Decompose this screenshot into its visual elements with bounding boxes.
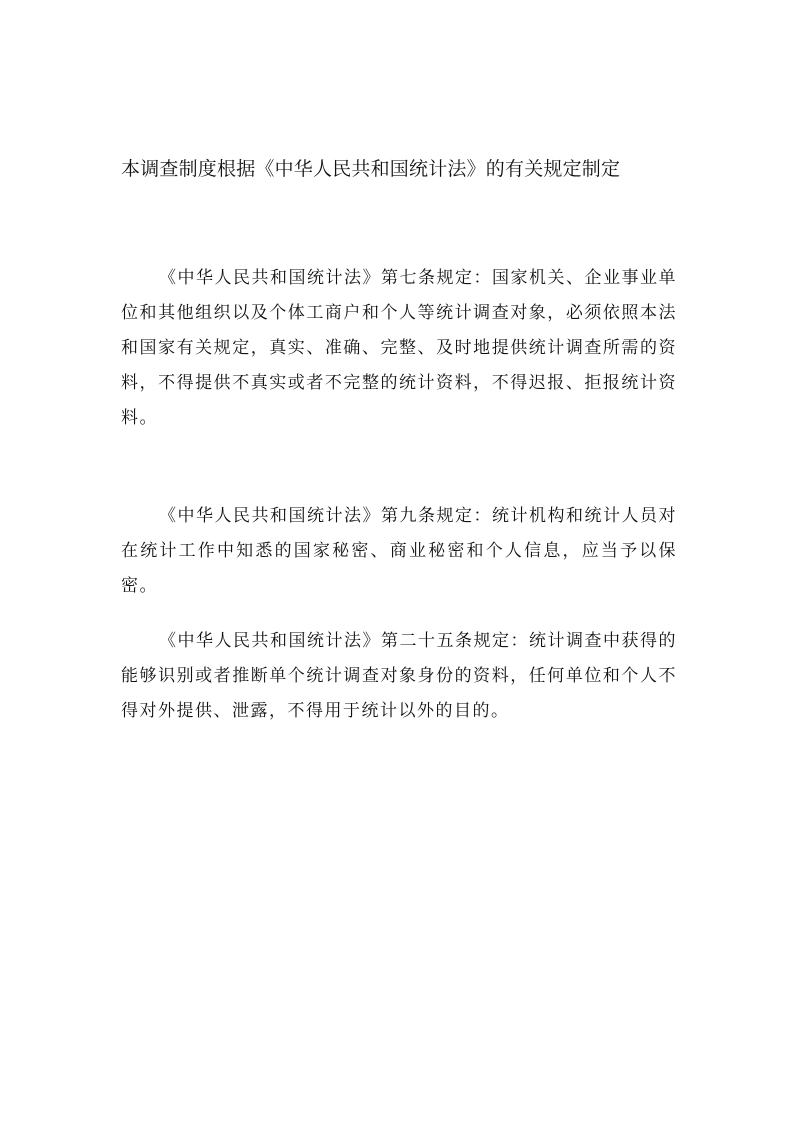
paragraph-article-25: 《中华人民共和国统计法》第二十五条规定：统计调查中获得的能够识别或者推断单个统计调查对象身份的资料，任何单位和个人不得对外提供、泄露，不得用于统计以外的目的。 [121,631,677,721]
paragraph-article-9: 《中华人民共和国统计法》第九条规定：统计机构和统计人员对在统计工作中知悉的国家秘密、商业秘密和个人信息，应当予以保密。 [121,506,677,596]
document-title: 本调查制度根据《中华人民共和国统计法》的有关规定制定 [121,158,621,180]
paragraph-article-7: 《中华人民共和国统计法》第七条规定：国家机关、企业事业单位和其他组织以及个体工商户和个人等统计调查对象，必须依照本法和国家有关规定，真实、准确、完整、及时地提供统计调查所需的资料，不得提供不真实或者不完整的统计资料，不得迟报、拒报统计资料。 [121,268,677,428]
